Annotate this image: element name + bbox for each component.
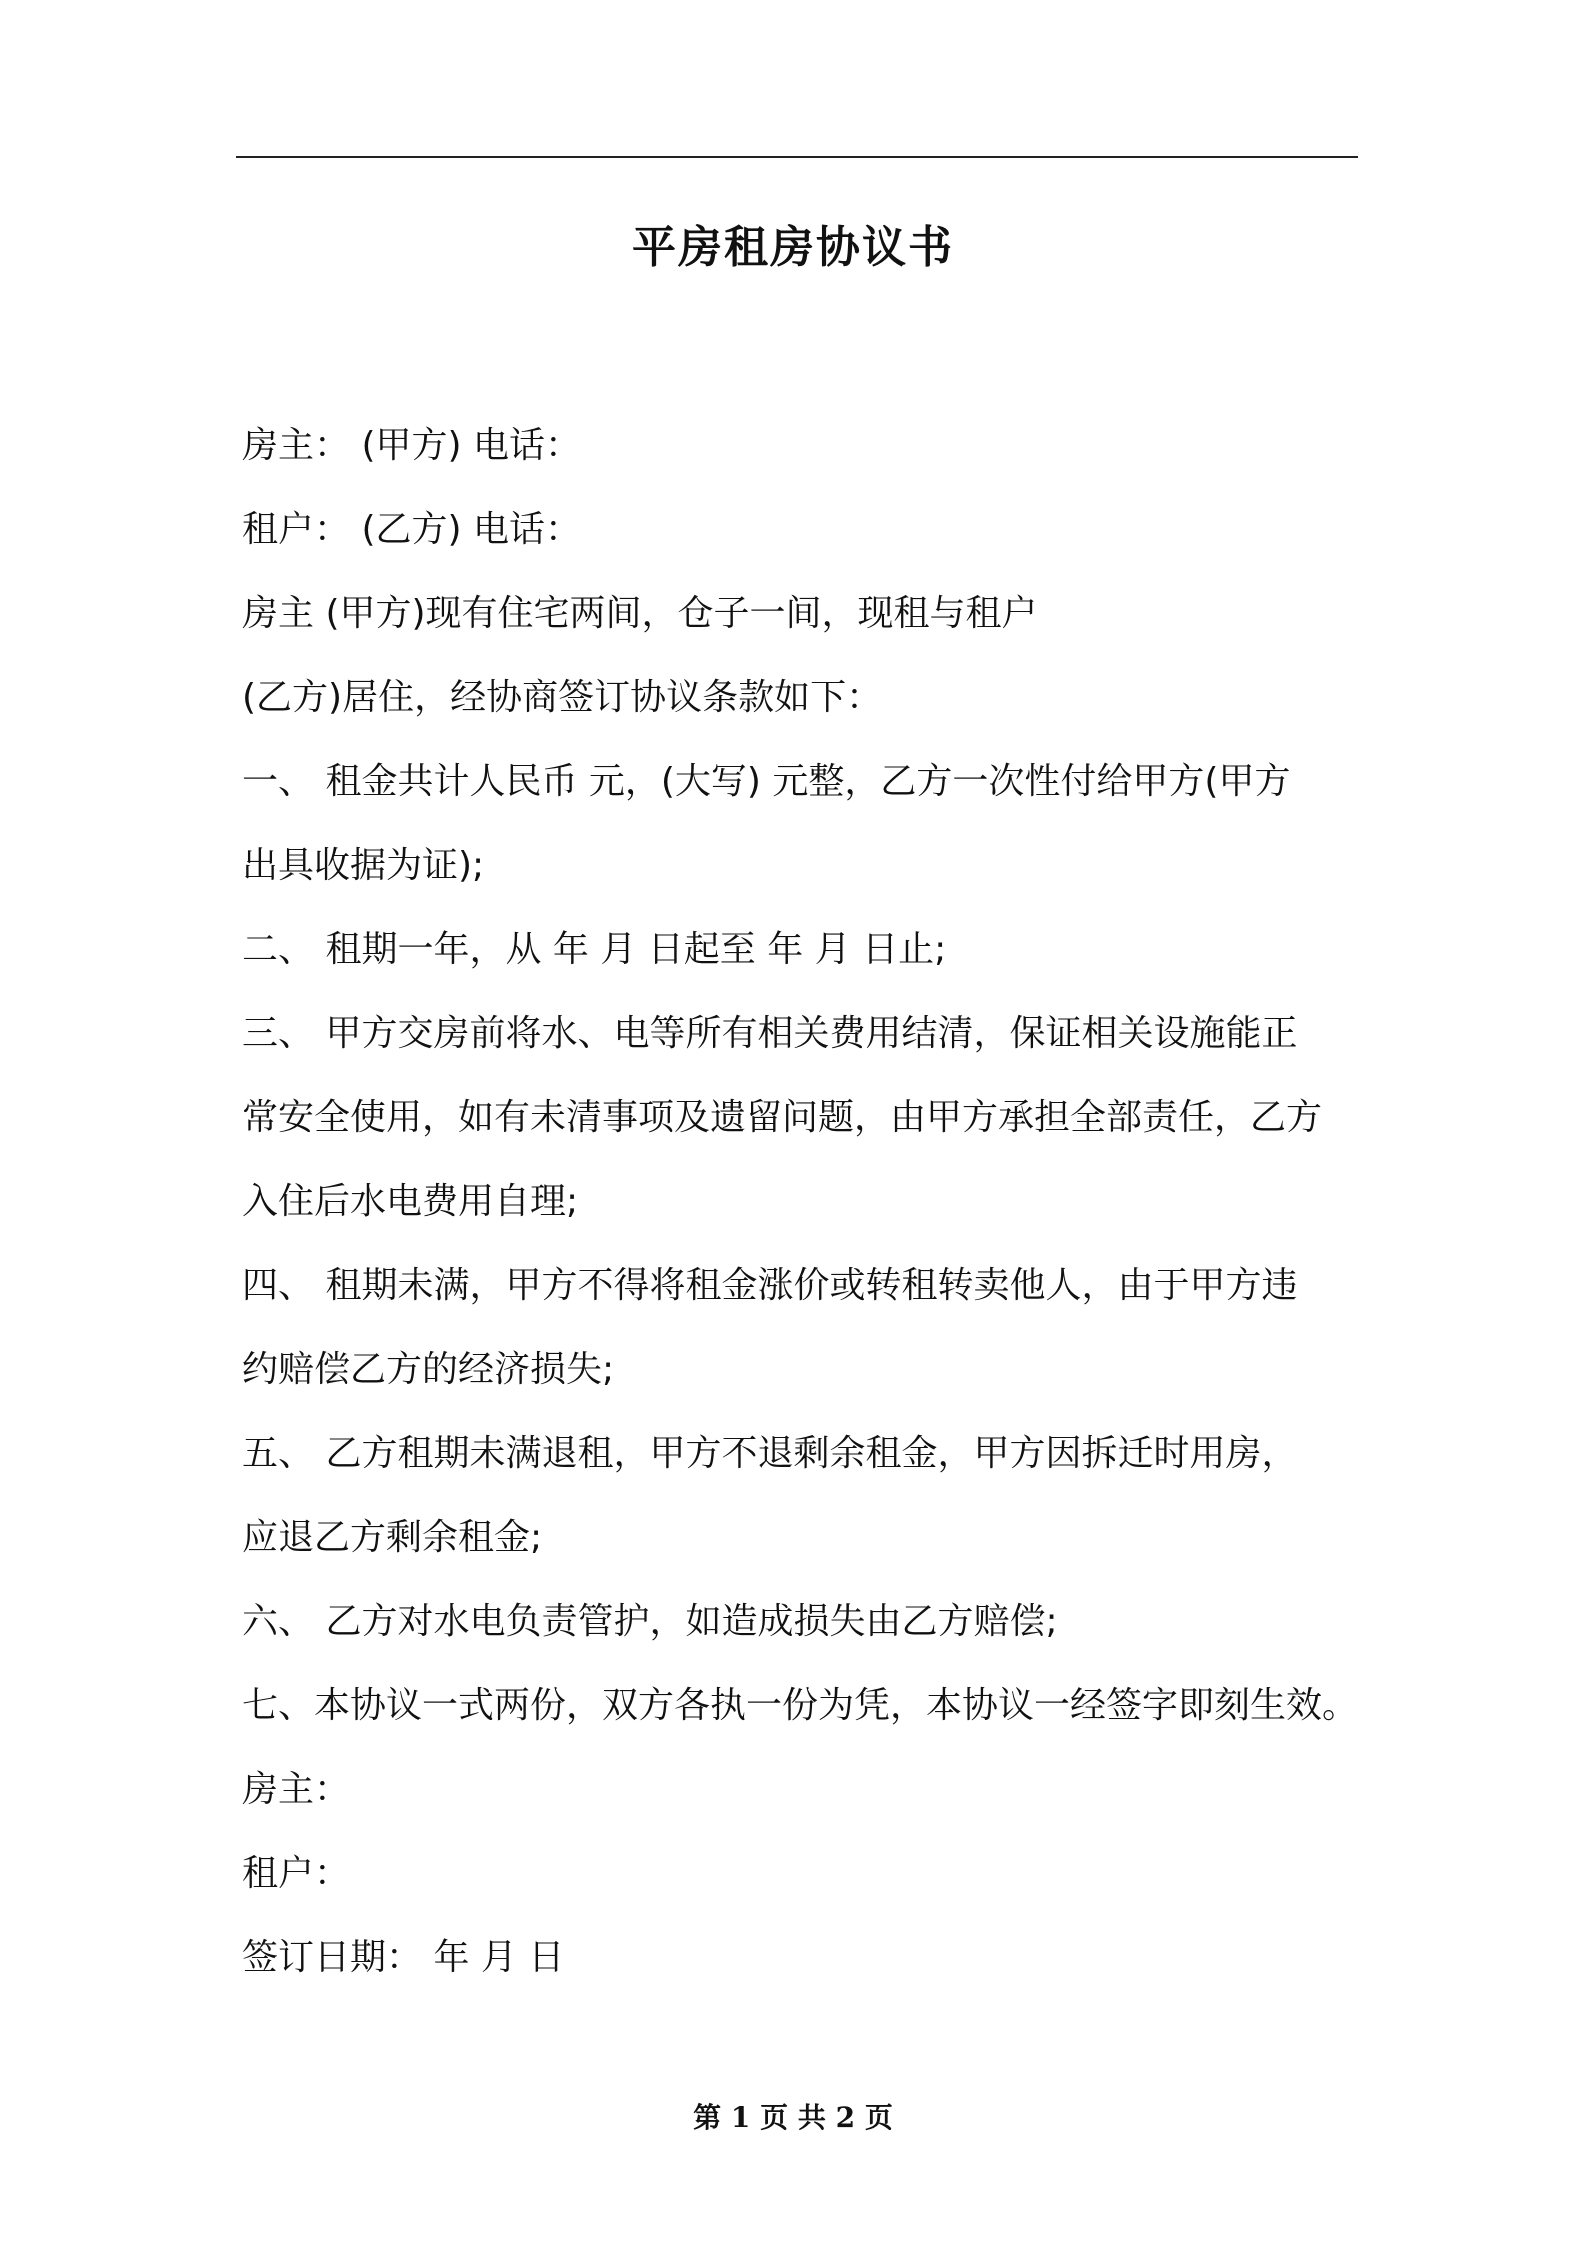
signing-date-line: 签订日期： 年 月 日 <box>242 1937 565 1978</box>
tenant-signature-line: 租户： <box>242 1853 351 1894</box>
clause-4-line: 四、 租期未满，甲方不得将租金涨价或转租转卖他人，由于甲方违 <box>242 1265 1298 1306</box>
clause-5-line: 五、 乙方租期未满退租，甲方不退剩余租金，甲方因拆迁时用房， <box>242 1433 1298 1474</box>
clause-3-line: 常安全使用，如有未清事项及遗留问题，由甲方承担全部责任，乙方 <box>242 1097 1323 1138</box>
document-body <box>242 404 1360 2000</box>
clause-2-line: 二、 租期一年，从 年 月 日起至 年 月 日止; <box>242 929 947 970</box>
clause-5-line: 应退乙方剩余租金; <box>242 1517 543 1558</box>
intro-line: (乙方)居住，经协商签订协议条款如下： <box>242 677 883 718</box>
intro-line: 房主 (甲方)现有住宅两间，仓子一间，现租与租户 <box>242 593 1038 634</box>
clause-7-line: 七、本协议一式两份，双方各执一份为凭，本协议一经签字即刻生效。 <box>242 1685 1359 1726</box>
landlord-signature-line: 房主： <box>242 1769 351 1810</box>
landlord-line: 房主： (甲方) 电话： <box>242 425 581 466</box>
page-number: 第 1 页 共 2 页 <box>693 2101 893 2134</box>
clause-1-line: 出具收据为证); <box>242 845 485 886</box>
tenant-line: 租户： (乙方) 电话： <box>242 509 581 550</box>
clause-3-line: 三、 甲方交房前将水、电等所有相关费用结清，保证相关设施能正 <box>242 1013 1298 1054</box>
clause-1-line: 一、 租金共计人民币 元，(大写) 元整，乙方一次性付给甲方(甲方 <box>242 761 1291 802</box>
clause-4-line: 约赔偿乙方的经济损失; <box>242 1349 615 1390</box>
header-rule <box>236 156 1358 158</box>
document-title: 平房租房协议书 <box>632 222 954 273</box>
clause-3-line: 入住后水电费用自理; <box>242 1181 579 1222</box>
clause-6-line: 六、 乙方对水电负责管护，如造成损失由乙方赔偿; <box>242 1601 1058 1642</box>
